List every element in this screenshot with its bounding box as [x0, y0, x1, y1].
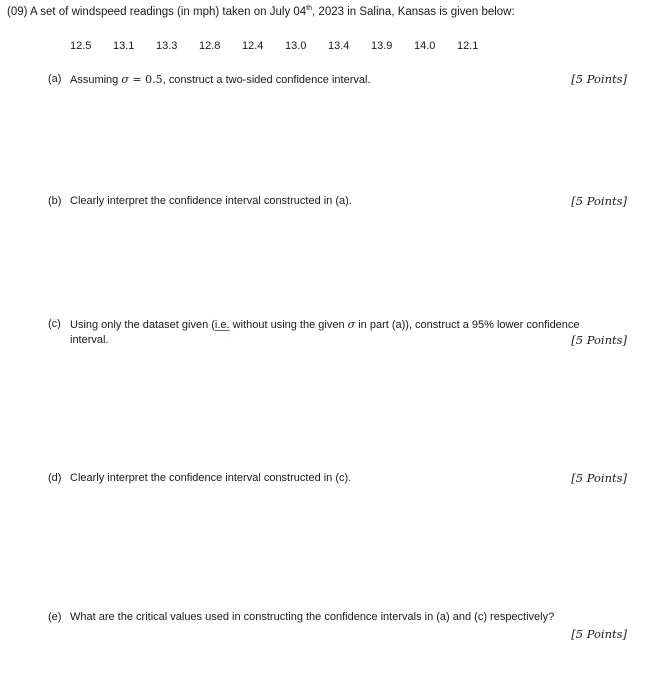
question-title-text-end: , 2023 in Salina, Kansas is given below: — [312, 6, 515, 18]
sigma-symbol: σ — [121, 73, 129, 86]
reading-value: 14.0 — [414, 40, 436, 52]
part-b-label: (b) — [48, 195, 62, 207]
reading-value: 13.3 — [156, 40, 178, 52]
reading-value: 13.4 — [328, 40, 350, 52]
part-d-label: (d) — [48, 472, 62, 484]
part-c-text-start: Using only the dataset given ( — [70, 319, 215, 331]
part-e-label: (e) — [48, 611, 62, 623]
part-b-points: [5 Points] — [571, 194, 627, 208]
part-d-text: Clearly interpret the confidence interval constructed in (c). — [70, 472, 352, 484]
part-b-text: Clearly interpret the confidence interval constructed in (a). — [70, 195, 352, 207]
reading-value: 13.9 — [371, 40, 393, 52]
part-c-label: (c) — [48, 318, 61, 330]
ie-abbreviation: i.e. — [214, 319, 230, 331]
reading-value: 12.1 — [457, 40, 479, 52]
sigma-symbol: σ — [347, 318, 356, 331]
question-title-text: (09) A set of windspeed readings (in mph) taken on July 04 — [7, 6, 307, 18]
part-d-points: [5 Points] — [571, 471, 627, 485]
question-title-superscript: th — [306, 5, 313, 12]
part-a-points: [5 Points] — [571, 72, 627, 86]
question-title — [7, 6, 515, 18]
part-c-text — [70, 318, 580, 331]
part-a-equation: = 0.5 — [128, 73, 163, 86]
part-e-points: [5 Points] — [571, 627, 627, 641]
part-a-text — [70, 73, 370, 86]
part-c-text-end: in part (a)), construct a 95% lower confidence — [355, 319, 580, 331]
part-c-text-line2: interval. — [70, 334, 109, 346]
part-c-text-mid: without using the given — [229, 319, 348, 331]
part-a-text-start: Assuming — [70, 74, 122, 86]
part-e-text: What are the critical values used in constructing the confidence intervals in (a) and (c) respectively? — [70, 611, 555, 623]
reading-value: 13.0 — [285, 40, 307, 52]
reading-value: 12.8 — [199, 40, 221, 52]
reading-value: 13.1 — [113, 40, 135, 52]
part-a-label: (a) — [48, 73, 62, 85]
reading-value: 12.5 — [70, 40, 92, 52]
reading-value: 12.4 — [242, 40, 264, 52]
part-c-points: [5 Points] — [571, 333, 627, 347]
part-a-text-end: , construct a two-sided confidence interval. — [162, 74, 371, 86]
